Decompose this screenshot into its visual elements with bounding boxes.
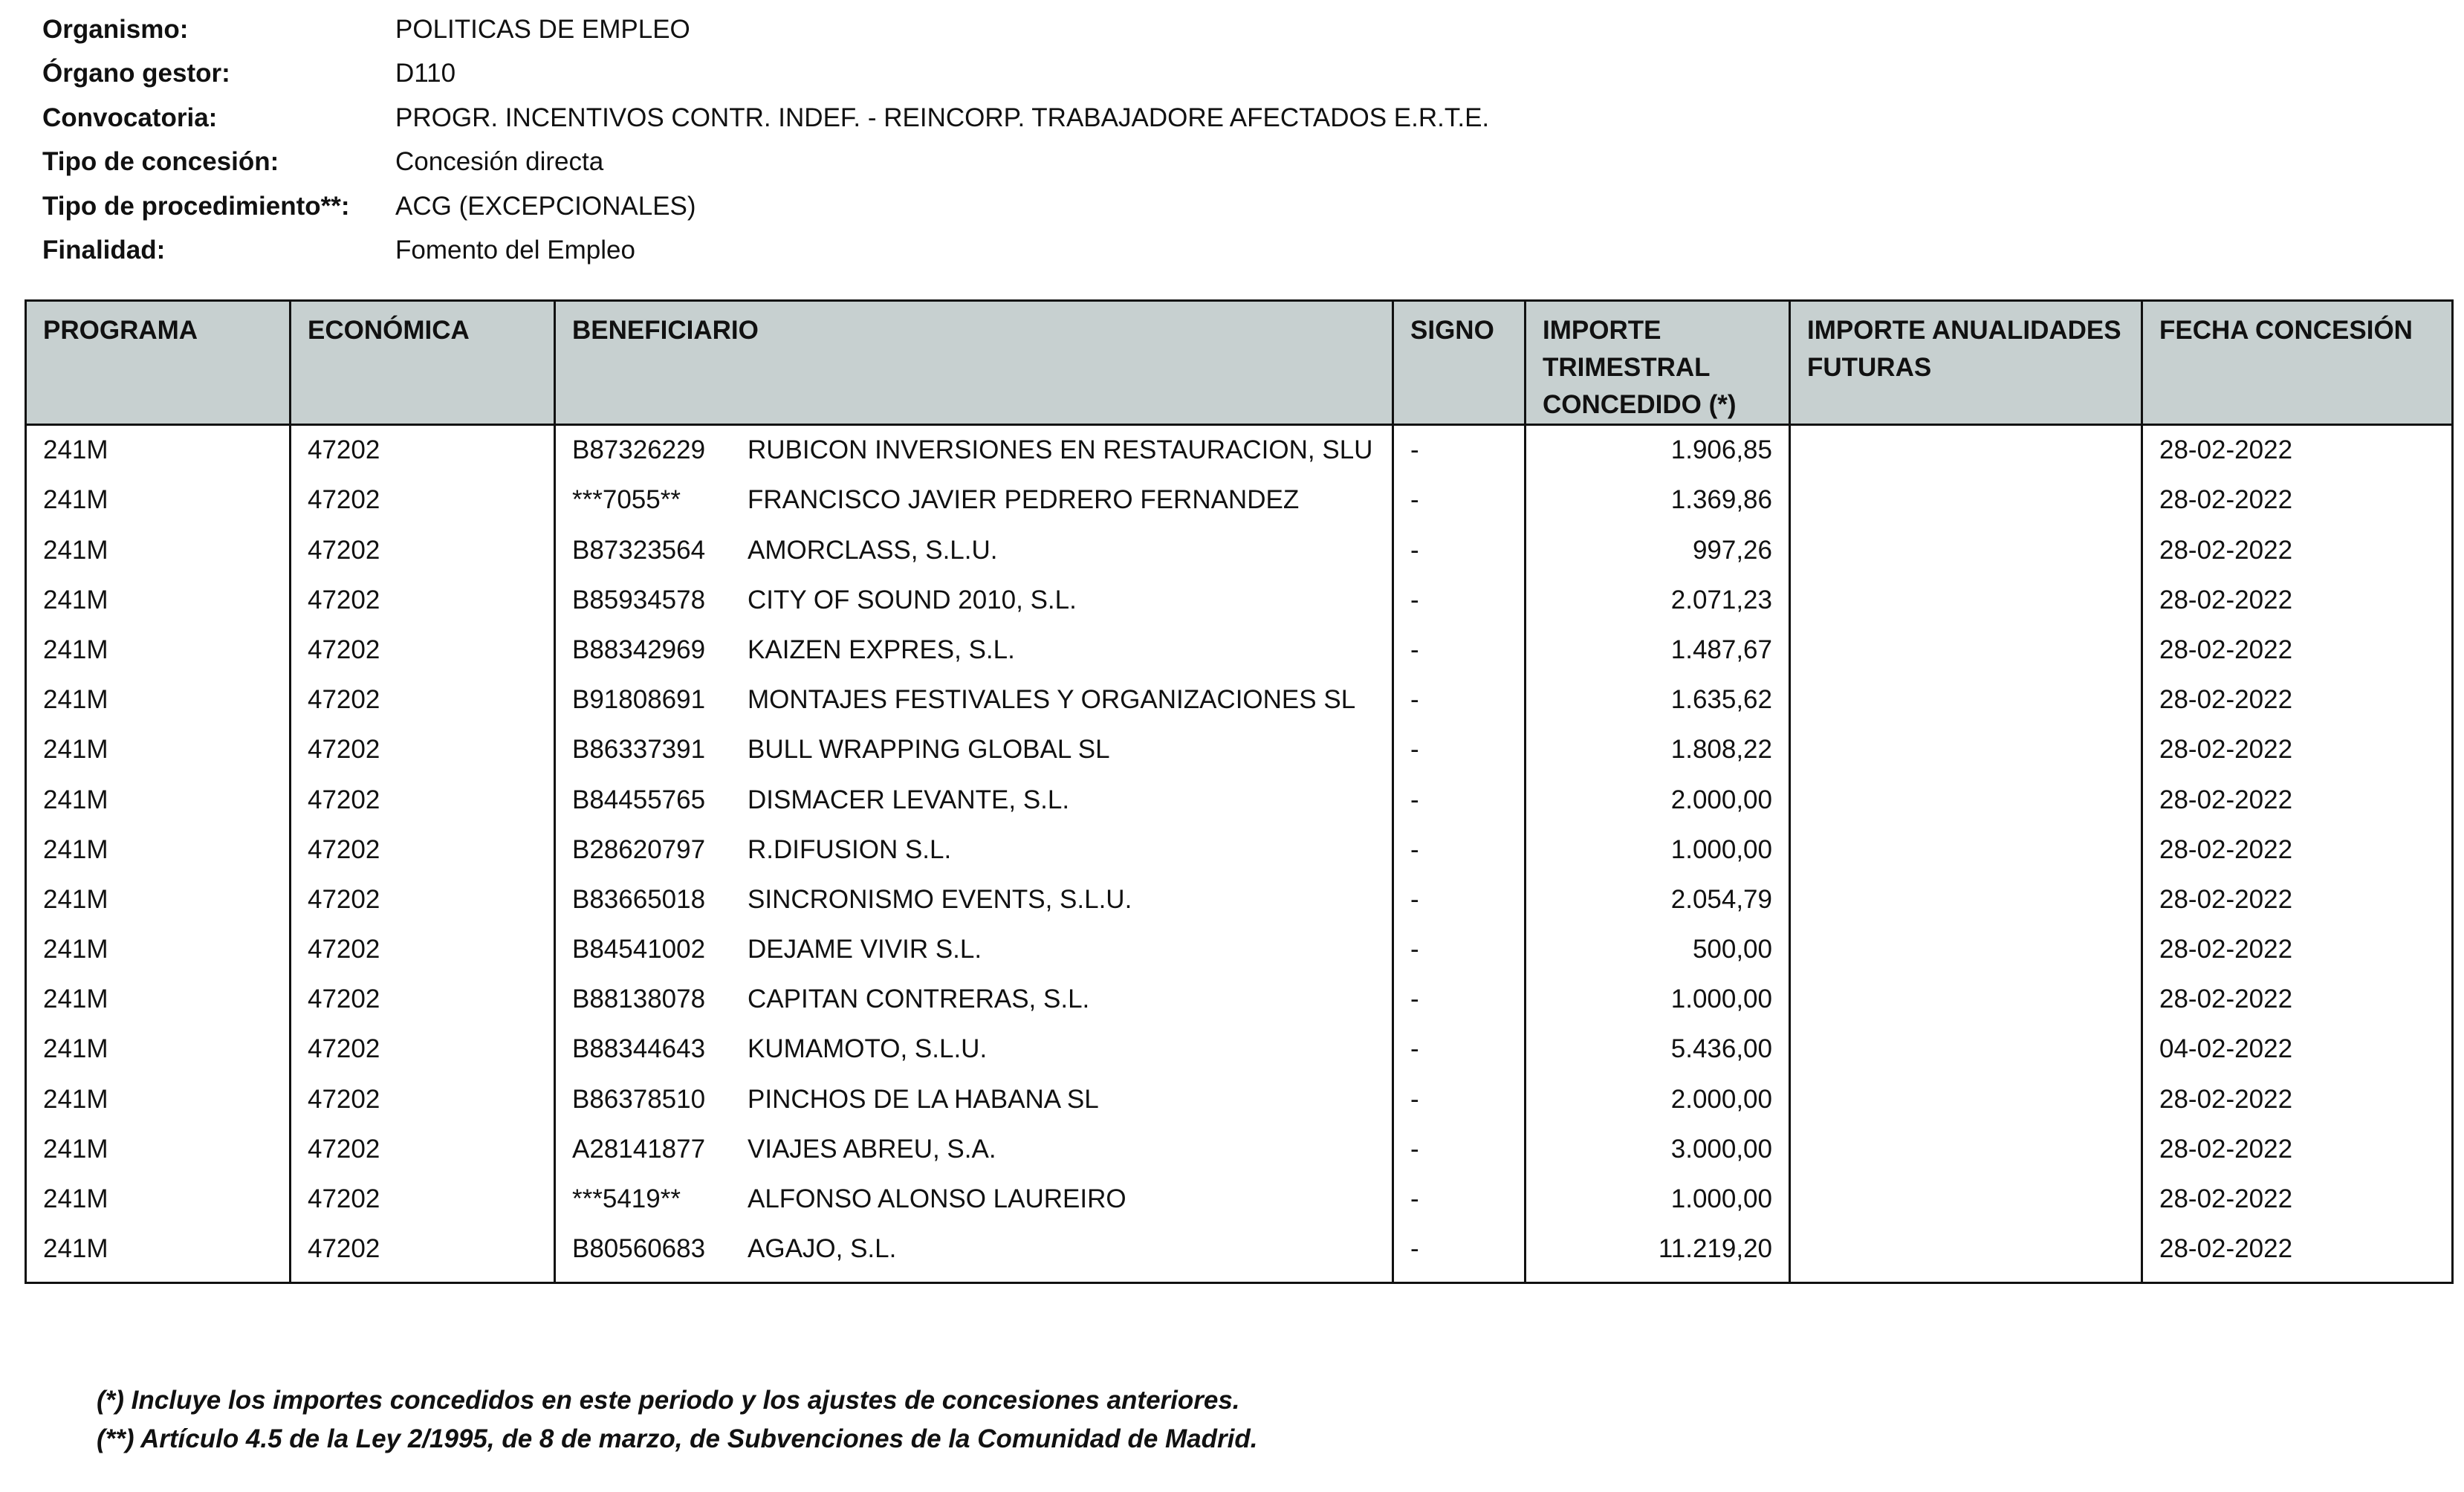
cell-fecha-concesion: 28-02-2022 xyxy=(2142,826,2453,875)
table-row xyxy=(26,1175,2453,1225)
cell-signo: - xyxy=(1393,1175,1526,1225)
cell-programa: 241M xyxy=(26,526,291,576)
cell-programa: 241M xyxy=(26,425,291,476)
cell-signo: - xyxy=(1393,425,1526,476)
beneficiary-name: CAPITAN CONTRERAS, S.L. xyxy=(748,985,1090,1014)
cell-beneficiario xyxy=(555,626,1393,675)
beneficiary-name: RUBICON INVERSIONES EN RESTAURACION, SLU xyxy=(748,435,1373,464)
col-header-beneficiario: BENEFICIARIO xyxy=(555,301,1393,425)
cell-programa: 241M xyxy=(26,476,291,525)
cell-signo: - xyxy=(1393,875,1526,925)
cell-economica: 47202 xyxy=(291,576,555,626)
cell-economica: 47202 xyxy=(291,925,555,975)
beneficiary-id: B85934578 xyxy=(572,585,706,614)
col-header-programa: PROGRAMA xyxy=(26,301,291,425)
empty-cell xyxy=(291,1274,555,1282)
cell-signo: - xyxy=(1393,476,1526,525)
beneficiary-name: VIAJES ABREU, S.A. xyxy=(748,1134,996,1164)
cell-beneficiario xyxy=(555,1025,1393,1074)
cell-importe-futuras xyxy=(1790,425,2142,476)
cell-programa: 241M xyxy=(26,675,291,725)
meta-row xyxy=(42,7,1489,52)
cell-importe-trimestral: 11.219,20 xyxy=(1526,1225,1790,1274)
cell-signo: - xyxy=(1393,675,1526,725)
empty-cell xyxy=(1393,1274,1526,1282)
beneficiary-id: B28620797 xyxy=(572,834,706,864)
cell-programa: 241M xyxy=(26,925,291,975)
empty-cell xyxy=(1790,1274,2142,1282)
beneficiary-name: PINCHOS DE LA HABANA SL xyxy=(748,1084,1099,1114)
cell-fecha-concesion: 28-02-2022 xyxy=(2142,1225,2453,1274)
cell-importe-trimestral: 5.436,00 xyxy=(1526,1025,1790,1074)
cell-fecha-concesion: 28-02-2022 xyxy=(2142,1075,2453,1125)
cell-importe-futuras xyxy=(1790,1075,2142,1125)
meta-label: Convocatoria: xyxy=(42,103,218,132)
cell-programa: 241M xyxy=(26,626,291,675)
table-header-row xyxy=(26,301,2453,425)
meta-value: POLITICAS DE EMPLEO xyxy=(395,14,690,44)
table-row xyxy=(26,975,2453,1025)
cell-beneficiario xyxy=(555,875,1393,925)
cell-beneficiario xyxy=(555,1075,1393,1125)
col-header-signo: SIGNO xyxy=(1393,301,1526,425)
cell-fecha-concesion: 28-02-2022 xyxy=(2142,476,2453,525)
cell-beneficiario xyxy=(555,975,1393,1025)
cell-importe-futuras xyxy=(1790,875,2142,925)
cell-signo: - xyxy=(1393,725,1526,775)
cell-economica: 47202 xyxy=(291,875,555,925)
cell-importe-trimestral: 2.054,79 xyxy=(1526,875,1790,925)
cell-fecha-concesion: 04-02-2022 xyxy=(2142,1025,2453,1074)
cell-importe-trimestral: 3.000,00 xyxy=(1526,1125,1790,1175)
meta-row xyxy=(42,140,1489,185)
cell-economica: 47202 xyxy=(291,1175,555,1225)
beneficiary-id: A28141877 xyxy=(572,1134,706,1164)
cell-beneficiario xyxy=(555,425,1393,476)
beneficiary-name: DISMACER LEVANTE, S.L. xyxy=(748,785,1070,814)
empty-cell xyxy=(2142,1274,2453,1282)
cell-importe-trimestral: 1.635,62 xyxy=(1526,675,1790,725)
cell-fecha-concesion: 28-02-2022 xyxy=(2142,1125,2453,1175)
cell-beneficiario xyxy=(555,725,1393,775)
meta-row xyxy=(42,229,1489,273)
cell-signo: - xyxy=(1393,1125,1526,1175)
beneficiary-name: FRANCISCO JAVIER PEDRERO FERNANDEZ xyxy=(748,485,1300,515)
cell-importe-trimestral: 500,00 xyxy=(1526,925,1790,975)
cell-importe-trimestral: 997,26 xyxy=(1526,526,1790,576)
beneficiary-name: KUMAMOTO, S.L.U. xyxy=(748,1034,988,1064)
cell-fecha-concesion: 28-02-2022 xyxy=(2142,776,2453,826)
footnote-importe: (*) Incluye los importes concedidos en este periodo y los ajustes de concesiones anteriores. xyxy=(97,1386,1240,1415)
cell-fecha-concesion: 28-02-2022 xyxy=(2142,425,2453,476)
meta-label: Organismo: xyxy=(42,14,189,44)
cell-signo: - xyxy=(1393,975,1526,1025)
meta-label: Finalidad: xyxy=(42,236,166,265)
cell-importe-futuras xyxy=(1790,725,2142,775)
empty-cell xyxy=(555,1274,1393,1282)
cell-importe-futuras xyxy=(1790,776,2142,826)
beneficiary-id: B83665018 xyxy=(572,884,706,914)
cell-signo: - xyxy=(1393,925,1526,975)
table-row xyxy=(26,1125,2453,1175)
cell-importe-futuras xyxy=(1790,975,2142,1025)
meta-row xyxy=(42,96,1489,140)
cell-importe-futuras xyxy=(1790,1225,2142,1274)
cell-programa: 241M xyxy=(26,725,291,775)
col-header-fecha-concesion: FECHA CONCESIÓN xyxy=(2142,301,2453,425)
table-row xyxy=(26,875,2453,925)
cell-fecha-concesion: 28-02-2022 xyxy=(2142,875,2453,925)
cell-programa: 241M xyxy=(26,875,291,925)
beneficiary-id: B86337391 xyxy=(572,735,706,765)
cell-importe-futuras xyxy=(1790,1175,2142,1225)
col-header-importe-futuras: IMPORTE ANUALIDADES FUTURAS xyxy=(1790,301,2142,425)
cell-economica: 47202 xyxy=(291,776,555,826)
beneficiary-id: B88342969 xyxy=(572,635,706,664)
beneficiary-name: KAIZEN EXPRES, S.L. xyxy=(748,635,1015,664)
cell-economica: 47202 xyxy=(291,526,555,576)
table-row xyxy=(26,925,2453,975)
cell-importe-trimestral: 1.000,00 xyxy=(1526,826,1790,875)
cell-economica: 47202 xyxy=(291,725,555,775)
cell-economica: 47202 xyxy=(291,425,555,476)
meta-value: ACG (EXCEPCIONALES) xyxy=(395,191,696,221)
cell-beneficiario xyxy=(555,476,1393,525)
cell-programa: 241M xyxy=(26,576,291,626)
cell-beneficiario xyxy=(555,776,1393,826)
cell-importe-trimestral: 1.808,22 xyxy=(1526,725,1790,775)
beneficiary-name: SINCRONISMO EVENTS, S.L.U. xyxy=(748,884,1132,914)
cell-economica: 47202 xyxy=(291,975,555,1025)
cell-programa: 241M xyxy=(26,826,291,875)
meta-label: Tipo de procedimiento**: xyxy=(42,191,350,221)
cell-importe-futuras xyxy=(1790,675,2142,725)
cell-fecha-concesion: 28-02-2022 xyxy=(2142,675,2453,725)
beneficiary-name: R.DIFUSION S.L. xyxy=(748,834,952,864)
cell-programa: 241M xyxy=(26,776,291,826)
beneficiary-id: ***7055** xyxy=(572,485,681,515)
beneficiary-name: DEJAME VIVIR S.L. xyxy=(748,935,982,964)
cell-importe-trimestral: 2.000,00 xyxy=(1526,776,1790,826)
cell-programa: 241M xyxy=(26,1225,291,1274)
beneficiary-name: CITY OF SOUND 2010, S.L. xyxy=(748,585,1077,614)
col-header-importe-trimestral: IMPORTE TRIMESTRAL CONCEDIDO (*) xyxy=(1526,301,1790,425)
meta-value: D110 xyxy=(395,59,456,88)
table-row xyxy=(26,526,2453,576)
empty-cell xyxy=(1526,1274,1790,1282)
cell-importe-futuras xyxy=(1790,1125,2142,1175)
table-row xyxy=(26,826,2453,875)
cell-economica: 47202 xyxy=(291,675,555,725)
cell-importe-futuras xyxy=(1790,526,2142,576)
meta-row xyxy=(42,52,1489,97)
footnote-procedimiento: (**) Artículo 4.5 de la Ley 2/1995, de 8 de marzo, de Subvenciones de la Comunidad de Madrid. xyxy=(97,1424,1258,1453)
cell-beneficiario xyxy=(555,925,1393,975)
meta-label: Tipo de concesión: xyxy=(42,147,279,177)
cell-beneficiario xyxy=(555,1225,1393,1274)
table-row xyxy=(26,776,2453,826)
empty-cell xyxy=(26,1274,291,1282)
meta-value: PROGR. INCENTIVOS CONTR. INDEF. - REINCORP. TRABAJADORE AFECTADOS E.R.T.E. xyxy=(395,103,1490,132)
cell-importe-futuras xyxy=(1790,576,2142,626)
cell-importe-trimestral: 1.000,00 xyxy=(1526,1175,1790,1225)
table-row xyxy=(26,576,2453,626)
table-row xyxy=(26,1075,2453,1125)
beneficiary-name: AMORCLASS, S.L.U. xyxy=(748,535,998,565)
col-header-economica: ECONÓMICA xyxy=(291,301,555,425)
cell-importe-trimestral: 2.000,00 xyxy=(1526,1075,1790,1125)
cell-signo: - xyxy=(1393,776,1526,826)
table-row xyxy=(26,1025,2453,1074)
cell-fecha-concesion: 28-02-2022 xyxy=(2142,526,2453,576)
beneficiary-id: B86378510 xyxy=(572,1084,706,1114)
cell-beneficiario xyxy=(555,526,1393,576)
cell-economica: 47202 xyxy=(291,1125,555,1175)
beneficiary-id: B80560683 xyxy=(572,1234,706,1264)
beneficiary-id: B84541002 xyxy=(572,935,706,964)
meta-value: Concesión directa xyxy=(395,147,604,177)
cell-fecha-concesion: 28-02-2022 xyxy=(2142,626,2453,675)
cell-beneficiario xyxy=(555,1125,1393,1175)
cell-beneficiario xyxy=(555,826,1393,875)
table-row xyxy=(26,675,2453,725)
meta-row xyxy=(42,184,1489,229)
grants-table xyxy=(25,299,2454,1284)
cell-fecha-concesion: 28-02-2022 xyxy=(2142,1175,2453,1225)
cell-signo: - xyxy=(1393,1025,1526,1074)
table-row xyxy=(26,476,2453,525)
cell-economica: 47202 xyxy=(291,826,555,875)
cell-fecha-concesion: 28-02-2022 xyxy=(2142,975,2453,1025)
cell-importe-trimestral: 1.487,67 xyxy=(1526,626,1790,675)
meta-label: Órgano gestor: xyxy=(42,59,230,88)
cell-beneficiario xyxy=(555,576,1393,626)
cell-importe-futuras xyxy=(1790,826,2142,875)
cell-fecha-concesion: 28-02-2022 xyxy=(2142,725,2453,775)
table-row xyxy=(26,725,2453,775)
cell-fecha-concesion: 28-02-2022 xyxy=(2142,925,2453,975)
cell-signo: - xyxy=(1393,826,1526,875)
cell-importe-futuras xyxy=(1790,626,2142,675)
cell-economica: 47202 xyxy=(291,476,555,525)
cell-importe-futuras xyxy=(1790,1025,2142,1074)
cell-programa: 241M xyxy=(26,1175,291,1225)
table-row xyxy=(26,425,2453,476)
table-row xyxy=(26,626,2453,675)
cell-beneficiario xyxy=(555,675,1393,725)
cell-importe-futuras xyxy=(1790,476,2142,525)
cell-programa: 241M xyxy=(26,1075,291,1125)
beneficiary-name: AGAJO, S.L. xyxy=(748,1234,897,1264)
beneficiary-id: B84455765 xyxy=(572,785,706,814)
cell-fecha-concesion: 28-02-2022 xyxy=(2142,576,2453,626)
cell-economica: 47202 xyxy=(291,1225,555,1274)
beneficiary-name: ALFONSO ALONSO LAUREIRO xyxy=(748,1184,1126,1214)
cell-importe-trimestral: 1.000,00 xyxy=(1526,975,1790,1025)
cell-signo: - xyxy=(1393,626,1526,675)
cell-importe-trimestral: 1.906,85 xyxy=(1526,425,1790,476)
beneficiary-id: B88344643 xyxy=(572,1034,706,1064)
cell-economica: 47202 xyxy=(291,626,555,675)
cell-beneficiario xyxy=(555,1175,1393,1225)
cell-economica: 47202 xyxy=(291,1025,555,1074)
cell-signo: - xyxy=(1393,1075,1526,1125)
cell-signo: - xyxy=(1393,1225,1526,1274)
cell-programa: 241M xyxy=(26,1125,291,1175)
cell-programa: 241M xyxy=(26,1025,291,1074)
cell-economica: 47202 xyxy=(291,1075,555,1125)
beneficiary-id: B91808691 xyxy=(572,685,706,715)
grant-metadata xyxy=(42,7,1489,273)
beneficiary-name: BULL WRAPPING GLOBAL SL xyxy=(748,735,1110,765)
cell-signo: - xyxy=(1393,526,1526,576)
footnotes xyxy=(97,1386,1257,1463)
cell-importe-futuras xyxy=(1790,925,2142,975)
meta-value: Fomento del Empleo xyxy=(395,236,635,265)
table-filler-row xyxy=(26,1274,2453,1282)
cell-programa: 241M xyxy=(26,975,291,1025)
beneficiary-id: B88138078 xyxy=(572,985,706,1014)
beneficiary-id: ***5419** xyxy=(572,1184,681,1214)
cell-signo: - xyxy=(1393,576,1526,626)
beneficiary-name: MONTAJES FESTIVALES Y ORGANIZACIONES SL xyxy=(748,685,1356,715)
beneficiary-id: B87326229 xyxy=(572,435,706,464)
table-row xyxy=(26,1225,2453,1274)
beneficiary-id: B87323564 xyxy=(572,535,706,565)
cell-importe-trimestral: 1.369,86 xyxy=(1526,476,1790,525)
cell-importe-trimestral: 2.071,23 xyxy=(1526,576,1790,626)
